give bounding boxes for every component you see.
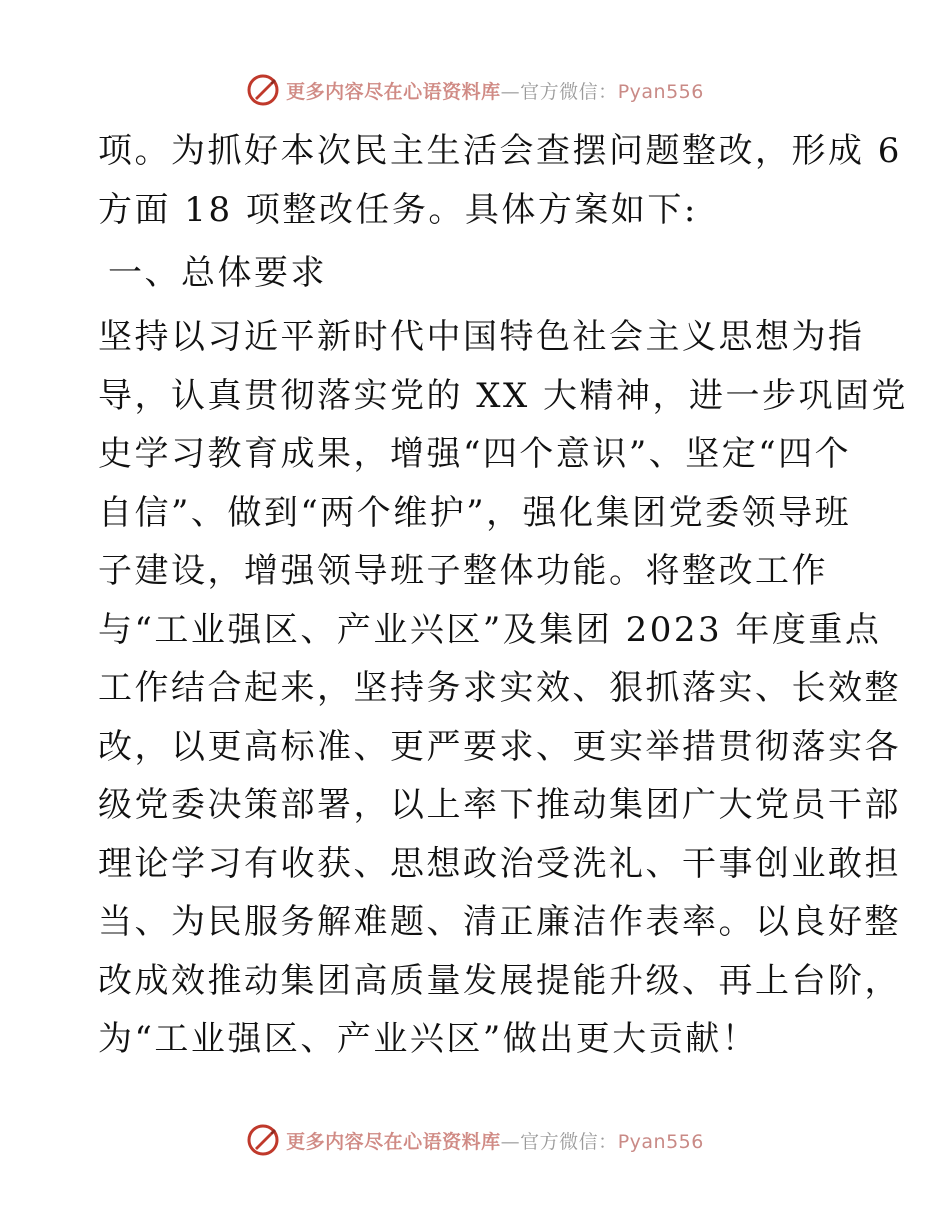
watermark-promo: 更多内容尽在心语资料库 (286, 1130, 501, 1153)
body-line: 工作结合起来，坚持务求实效、狠抓落实、长效整 (98, 668, 901, 708)
document-body (98, 122, 909, 1069)
body-line: 自信”、做到“两个维护”，强化集团党委领导班 (98, 492, 852, 533)
header-watermark (0, 68, 950, 112)
body-line: 级党委决策部署，以上率下推动集团广大党员干部 (98, 785, 901, 825)
section-heading: 一、总体要求 (108, 253, 327, 293)
body-line: 与“工业强区、产业兴区”及集团 2023 年度重点 (98, 609, 882, 650)
quill-pen-logo-icon (246, 1123, 280, 1157)
watermark-wechat-label: 官方微信： (520, 1130, 618, 1153)
body-line: 理论学习有收获、思想政治受洗礼、干事创业敢担 (98, 843, 901, 884)
intro-line: 项。为抓好本次民主生活会查摆问题整改，形成 6 (98, 131, 902, 171)
watermark-text (286, 1127, 704, 1154)
watermark-separator: — (500, 80, 521, 103)
watermark-wechat-label: 官方微信： (520, 80, 618, 103)
body-line: 改，以更高标准、更严要求、更实举措贯彻落实各 (98, 726, 901, 767)
body-line: 坚持以习近平新时代中国特色社会主义思想为指 (98, 317, 865, 357)
quill-pen-logo-icon (246, 73, 280, 107)
body-line: 改成效推动集团高质量发展提能升级、再上台阶， (98, 960, 901, 1001)
footer-watermark (0, 1118, 950, 1162)
body-line: 导，认真贯彻落实党的 XX 大精神，进一步巩固党 (98, 375, 909, 416)
watermark-wechat-id: Pyan556 (617, 80, 704, 103)
body-line: 史学习教育成果，增强“四个意识”、坚定“四个 (98, 434, 852, 474)
watermark-text (286, 77, 704, 104)
body-line: 为“工业强区、产业兴区”做出更大贡献！ (98, 1019, 759, 1059)
watermark-promo: 更多内容尽在心语资料库 (286, 80, 501, 103)
intro-line: 方面 18 项整改任务。具体方案如下: (98, 189, 698, 230)
watermark-wechat-id: Pyan556 (617, 1130, 704, 1153)
body-line: 子建设，增强领导班子整体功能。将整改工作 (98, 551, 828, 591)
watermark-separator: — (500, 1130, 521, 1153)
body-line: 当、为民服务解难题、清正廉洁作表率。以良好整 (98, 902, 901, 942)
